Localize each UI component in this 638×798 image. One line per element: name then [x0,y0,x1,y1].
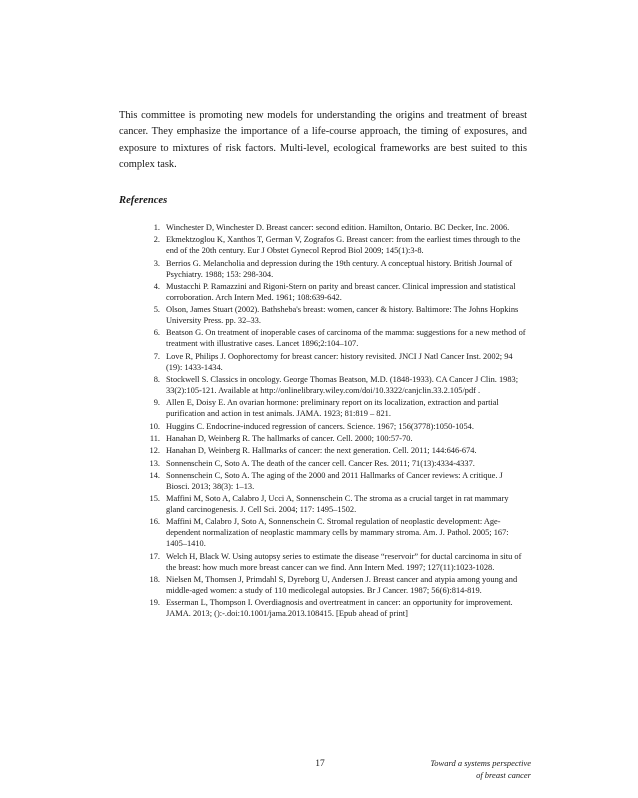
reference-text: Nielsen M, Thomsen J, Primdahl S, Dyreborg U, Andersen J. Breast cancer and atypia among young and middle-aged women: a study of 110 medicolegal autopsies. Br J Cancer. 1987; 56(6):814-819. [166,575,518,596]
reference-text: Sonnenschein C, Soto A. The death of the cancer cell. Cancer Res. 2011; 71(13):4334-4337. [166,458,475,468]
reference-item [142,445,528,456]
reference-text: Ekmektzoglou K, Xanthos T, German V, Zografos G. Breast cancer: from the earliest times through to the end of the 20th century. Eur J Obstet Gynecol Reprod Biol 2009; 145(1):3-8. [166,235,521,256]
reference-item [142,574,528,596]
reference-item [142,597,528,619]
references-list [142,222,528,621]
reference-number: 7. [153,351,160,361]
reference-item [142,222,528,233]
reference-text: Allen E, Doisy E. An ovarian hormone: preliminary report on its localization, extraction and partial purification and action in test animals. JAMA. 1923; 81:819 – 821. [166,398,499,419]
reference-item [142,421,528,432]
reference-item [142,493,528,515]
reference-text: Sonnenschein C, Soto A. The aging of the 2000 and 2011 Hallmarks of Cancer reviews: A critique. J Biosci. 2013; 38(3): 1–13. [166,470,503,491]
reference-number: 8. [153,375,160,385]
reference-text: Esserman L, Thompson I. Overdiagnosis and overtreatment in cancer: an opportunity for improvement. JAMA. 2013; ():-.doi:10.1001/jama.2013.108415. [Epub ahead of print] [166,598,513,619]
reference-text: Love R, Philips J. Oophorectomy for breast cancer: history revisited. JNCI J Natl Cancer Inst. 2002; 94 (19): 1433-1434. [166,351,513,372]
reference-number: 4. [153,281,160,291]
reference-number: 18. [149,575,160,585]
reference-number: 3. [153,258,160,268]
running-title [400,757,531,781]
reference-text: Maffini M, Calabro J, Soto A, Sonnenschein C. Stromal regulation of neoplastic development: Age-dependent normalization of neoplastic mammary cells by mammary stroma. Am. J. Pathol. 2005; 167: 1405–1410. [166,517,509,549]
reference-number: 14. [149,470,160,480]
page-number: 17 [315,759,325,769]
reference-number: 2. [153,235,160,245]
reference-number: 17. [149,551,160,561]
references-heading: References [119,195,168,206]
intro-paragraph: This committee is promoting new models for understanding the origins and treatment of breast cancer. They emphasize the importance of a life-course approach, the timing of exposures, and exposure to mixtures of risk factors. Multi-level, ecological frameworks are best suited to this complex task. [119,110,527,171]
reference-item [142,374,528,396]
reference-item [142,397,528,419]
reference-text: Hanahan D, Weinberg R. The hallmarks of cancer. Cell. 2000; 100:57-70. [166,433,413,443]
reference-number: 13. [149,458,160,468]
reference-number: 16. [149,517,160,527]
reference-text: Huggins C. Endocrine-induced regression of cancers. Science. 1967; 156(3778):1050-1054. [166,421,474,431]
reference-item [142,351,528,373]
reference-item [142,433,528,444]
reference-item [142,551,528,573]
reference-number: 15. [149,494,160,504]
reference-number: 10. [149,421,160,431]
reference-item [142,470,528,492]
reference-text: Winchester D, Winchester D. Breast cancer: second edition. Hamilton, Ontario. BC Decker, Inc. 2006. [166,223,510,232]
reference-text: Hanahan D, Weinberg R. Hallmarks of cancer: the next generation. Cell. 2011; 144:646-674. [166,446,477,456]
reference-item [142,234,528,256]
reference-item [142,281,528,303]
reference-number: 19. [149,598,160,608]
reference-number: 12. [149,446,160,456]
reference-text: Mustacchi P. Ramazzini and Rigoni-Stern on parity and breast cancer. Clinical impression and statistical corroboration. Arch Intern Med. 1961; 108:639-642. [166,281,516,302]
reference-item [142,258,528,280]
reference-item [142,458,528,469]
reference-number: 1. [153,223,160,232]
reference-number: 9. [153,398,160,408]
reference-number: 11. [149,433,160,443]
reference-text: Berrios G. Melancholia and depression during the 19th century. A conceptual history. British Journal of Psychiatry. 1988; 153: 298-304. [166,258,513,279]
reference-text: Welch H, Black W. Using autopsy series to estimate the disease “reservoir” for ductal carcinoma in situ of the breast: how much more breast cancer can we find. Ann Intern Med. 1997; 127(11):1023-1028. [166,551,522,572]
reference-text: Olson, James Stuart (2002). Bathsheba's breast: women, cancer & history. Baltimore: The Johns Hopkins University Press. pp. 32–33. [166,305,519,326]
reference-text: Beatson G. On treatment of inoperable cases of carcinoma of the mamma: suggestions for a new method of treatment with illustrative cases. Lancet 1896;2:104–107. [166,328,526,349]
reference-number: 6. [153,328,160,338]
reference-number: 5. [153,305,160,315]
reference-text: Stockwell S. Classics in oncology. George Thomas Beatson, M.D. (1848-1933). CA Cancer J Clin. 1983; 33(2):105-121. Available at http://onlinelibrary.wiley.com/doi/10.3322/canjclin.33.2.105/pdf . [166,375,519,396]
reference-item [142,516,528,549]
reference-item [142,327,528,349]
running-title-line2: of breast cancer [476,770,531,780]
running-title-line1: Toward a systems perspective [430,758,531,768]
reference-item [142,304,528,326]
reference-text: Maffini M, Soto A, Calabro J, Ucci A, Sonnenschein C. The stroma as a crucial target in rat mammary gland carcinogenesis. J. Cell Sci. 2004; 117: 1495–1502. [166,494,509,515]
